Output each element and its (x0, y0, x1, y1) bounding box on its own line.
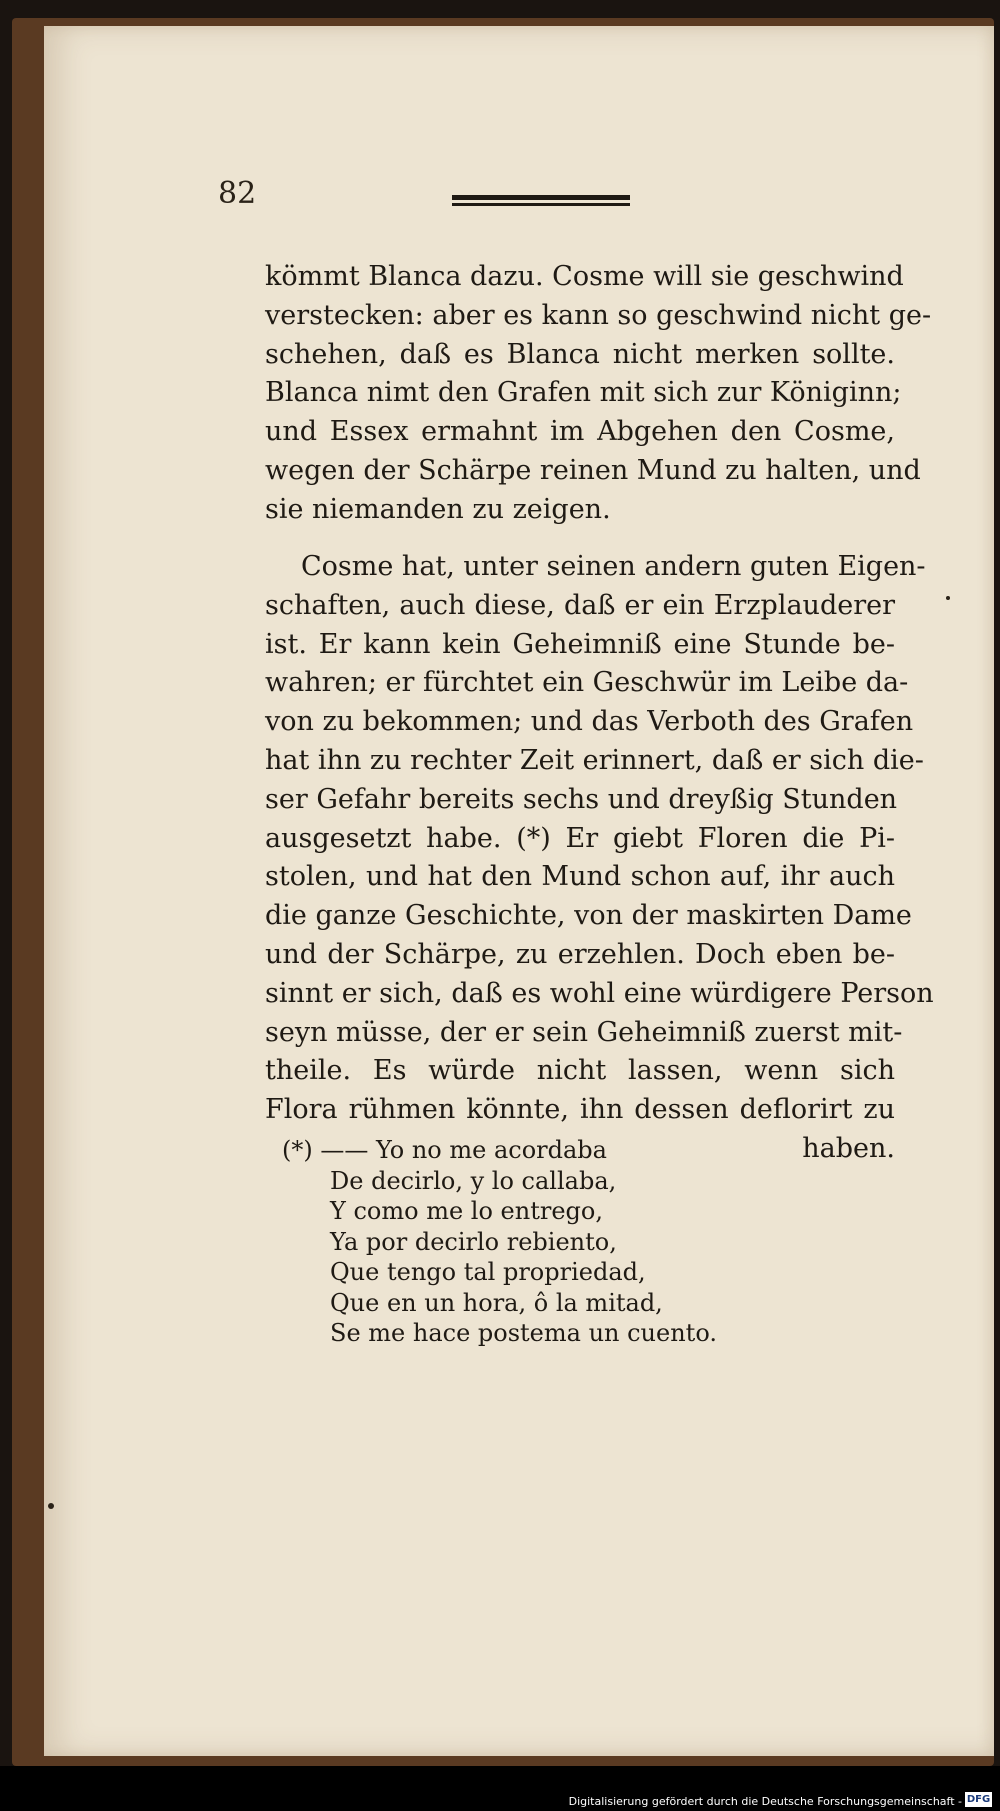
text-line: schehen, daß es Blanca nicht merken sollte. (265, 338, 895, 370)
header-rule-thin (452, 203, 630, 206)
text-line: ausgesetzt habe. (*) Er giebt Floren die Pi- (265, 822, 895, 854)
text-line: seyn müsse, der er sein Geheimniß zuerst mit- (265, 1016, 903, 1048)
text-line: ist. Er kann kein Geheimniß eine Stunde be- (265, 628, 895, 660)
text-line: und Essex ermahnt im Abgehen den Cosme, (265, 416, 895, 448)
text-line: sinnt er sich, daß es wohl eine würdigere Person (265, 977, 934, 1009)
footnote-line: Ya por decirlo rebiento, (330, 1227, 617, 1256)
footnote (282, 1135, 762, 1349)
text-line: wegen der Schärpe reinen Mund zu halten, und (265, 454, 921, 486)
paragraph-1 (265, 258, 932, 530)
text-line: stolen, und hat den Mund schon auf, ihr auch (265, 861, 895, 893)
paragraph-2 (265, 548, 934, 1169)
footnote-line: De decirlo, y lo callaba, (330, 1166, 617, 1195)
text-line: und der Schärpe, zu erzehlen. Doch eben be- (265, 938, 895, 970)
footnote-first-line (282, 1135, 762, 1166)
text-line: wahren; er fürchtet ein Geschwür im Leibe da- (265, 667, 909, 699)
text-line: ser Gefahr bereits sechs und dreyßig Stunden (265, 783, 898, 815)
text-line: haben. (802, 1132, 895, 1164)
ink-speck (48, 1503, 54, 1509)
page-number: 82 (218, 176, 257, 211)
text-line: schaften, auch diese, daß er ein Erzplauderer (265, 589, 895, 621)
text-line: Flora rühmen könnte, ihn dessen deflorirt zu (265, 1094, 895, 1126)
footnote-marker: (*) (282, 1136, 313, 1164)
dfg-logo: DFG (966, 1794, 991, 1805)
text-line: verstecken: aber es kann so geschwind nicht ge- (265, 299, 932, 331)
text-line: theile. Es würde nicht lassen, wenn sich (265, 1055, 895, 1087)
footnote-line: Se me hace postema un cuento. (330, 1319, 717, 1347)
text-line: hat ihn zu rechter Zeit erinnert, daß er sich die- (265, 744, 924, 776)
footer-credit: Digitalisierung gefördert durch die Deutsche Forschungsgemeinschaft - (568, 1795, 962, 1808)
text-line: von zu bekommen; und das Verboth des Grafen (265, 706, 914, 738)
footnote-line: Y como me lo entrego, (330, 1197, 603, 1225)
footnote-line: Que en un hora, ô la mitad, (330, 1288, 663, 1317)
text-line: die ganze Geschichte, von der maskirten Dame (265, 900, 912, 932)
text-line: kömmt Blanca dazu. Cosme will sie geschwind (265, 261, 904, 292)
text-line: Blanca nimt den Grafen mit sich zur Königinn; (265, 377, 902, 409)
ink-speck (946, 596, 950, 600)
header-rule-thick (452, 195, 630, 200)
text-line: sie niemanden zu zeigen. (265, 493, 611, 525)
footnote-line: Que tengo tal propriedad, (330, 1258, 646, 1286)
header-rule (452, 195, 630, 209)
text-line: Cosme hat, unter seinen andern guten Eigen- (301, 551, 926, 582)
footnote-line: —— Yo no me acordaba (320, 1136, 607, 1164)
